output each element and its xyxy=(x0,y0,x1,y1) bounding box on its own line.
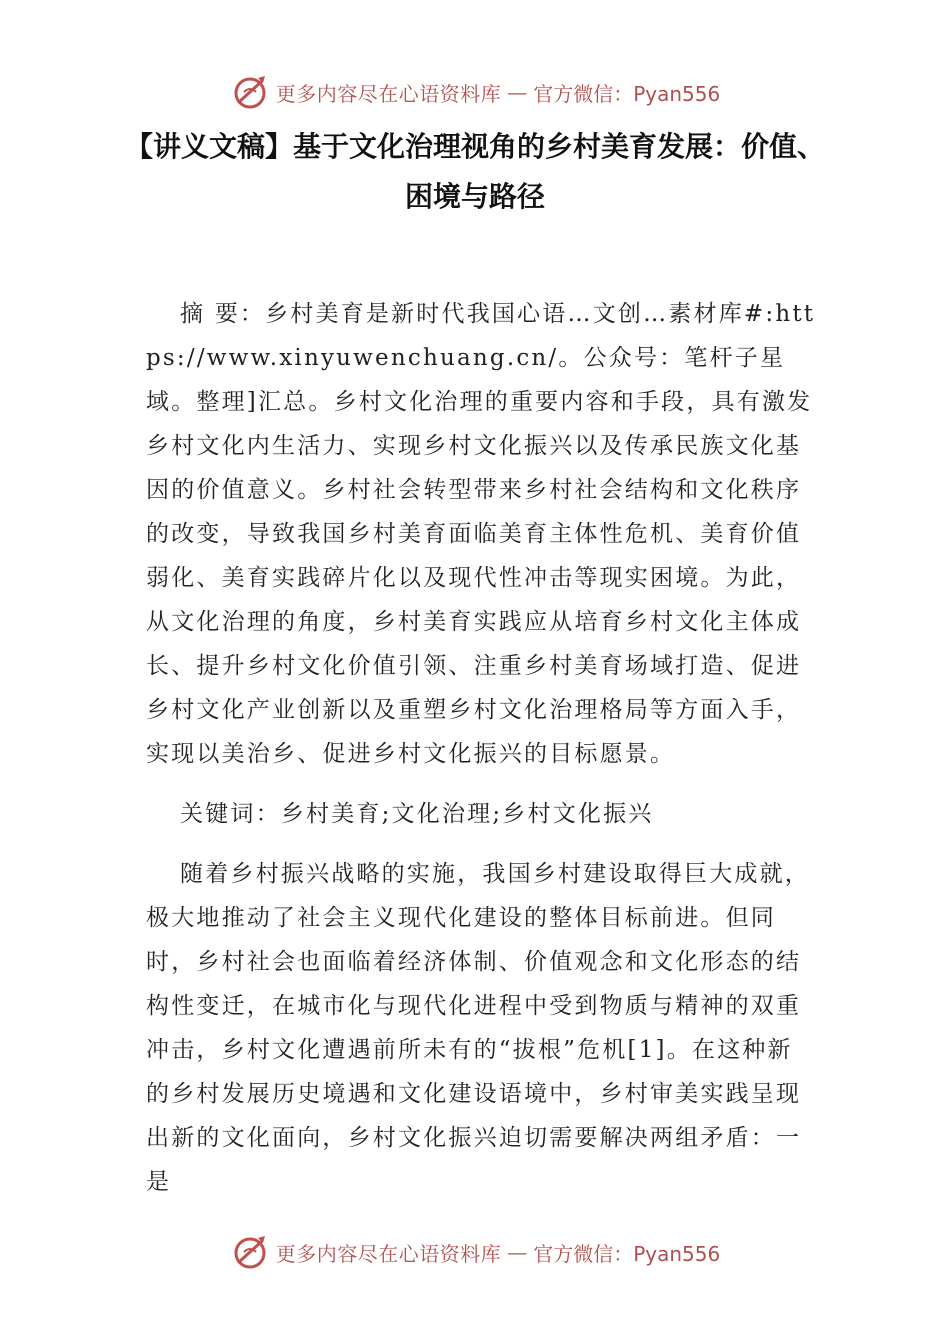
banner-separator: — xyxy=(507,1240,528,1264)
banner-text: 更多内容尽在心语资料库 xyxy=(275,81,502,106)
logo-icon xyxy=(230,1232,270,1272)
banner-text: 更多内容尽在心语资料库 xyxy=(275,1241,502,1266)
abstract-paragraph: 摘 要：乡村美育是新时代我国心语…文创…素材库#:https://www.xinyuwenchuang.cn/。公众号：笔杆子星域。整理]汇总。乡村文化治理的重要内容和手段，具有激发乡村文化内生活力、实现乡村文化振兴以及传承民族文化基因的价值意义。乡村社会转型带来乡村社会结构和文化秩序的改变，导致我国乡村美育面临美育主体性危机、美育价值弱化、美育实践碎片化以及现代性冲击等现实困境。为此，从文化治理的角度，乡村美育实践应从培育乡村文化主体成长、提升乡村文化价值引领、注重乡村美育场域打造、促进乡村文化产业创新以及重塑乡村文化治理格局等方面入手，实现以美治乡、促进乡村文化振兴的目标愿景。 xyxy=(146,301,816,767)
document-title: 【讲义文稿】基于文化治理视角的乡村美育发展：价值、困境与路径 xyxy=(124,130,825,213)
footer-banner xyxy=(0,1230,950,1274)
logo-icon xyxy=(230,72,270,112)
document-content xyxy=(146,292,816,1204)
keywords-paragraph: 关键词：乡村美育;文化治理;乡村文化振兴 xyxy=(180,801,654,827)
body-paragraph: 随着乡村振兴战略的实施，我国乡村建设取得巨大成就，极大地推动了社会主义现代化建设的整体目标前进。但同时，乡村社会也面临着经济体制、价值观念和文化形态的结构性变迁，在城市化与现代化进程中受到物质与精神的双重冲击，乡村文化遭遇前所未有的“拔根”危机[1]。在这种新的乡村发展历史境遇和文化建设语境中，乡村审美实践呈现出新的文化面向，乡村文化振兴迫切需要解决两组矛盾：一是 xyxy=(146,861,810,1195)
banner-wechat: 官方微信：Pyan556 xyxy=(533,1241,721,1266)
banner-separator: — xyxy=(507,80,528,104)
banner-wechat: 官方微信：Pyan556 xyxy=(533,81,721,106)
header-banner xyxy=(0,70,950,114)
